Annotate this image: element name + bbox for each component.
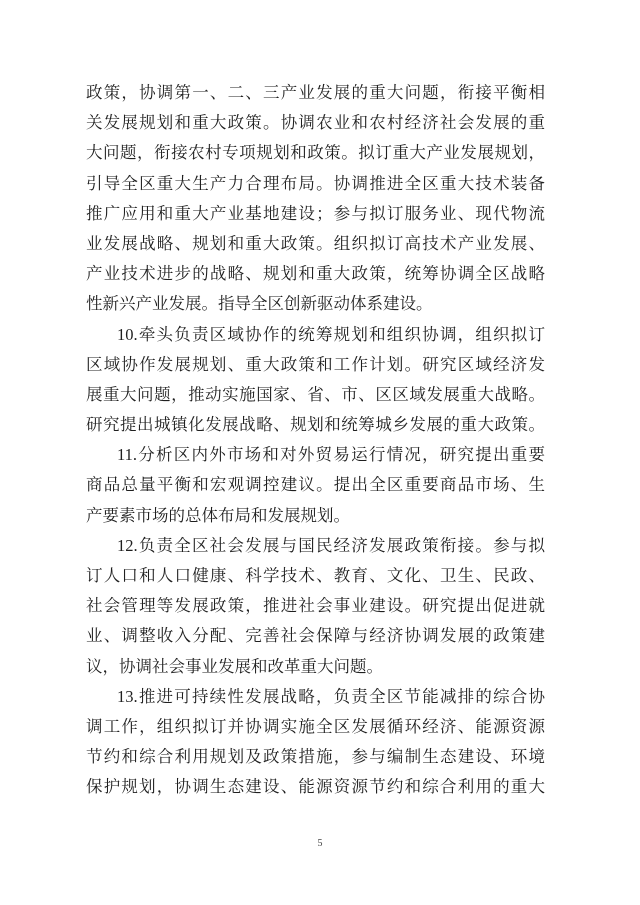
text-line: 业发展战略、规划和重大政策。组织拟订高技术产业发展、: [86, 233, 545, 253]
text-line-clause-12: 12.负责全区社会发展与国民经济发展政策衔接。参与拟: [117, 535, 545, 555]
document-text-block: [86, 78, 545, 803]
text-line: 议，协调社会事业发展和改革重大问题。: [86, 656, 383, 676]
text-line: 产业技术进步的战略、规划和重大政策，统筹协调全区战略: [86, 264, 545, 284]
text-line: 研究提出城镇化发展战略、规划和统筹城乡发展的重大政策。: [86, 415, 545, 435]
text-line-clause-13: 13.推进可持续性发展战略，负责全区节能减排的综合协: [117, 686, 545, 706]
text-line-clause-11: 11.分析区内外市场和对外贸易运行情况，研究提出重要: [117, 445, 545, 465]
text-line: 商品总量平衡和宏观调控建议。提出全区重要商品市场、生: [86, 475, 545, 495]
text-line: 政策，协调第一、二、三产业发展的重大问题，衔接平衡相: [86, 83, 545, 102]
page-number: 5: [317, 838, 323, 849]
text-line: 业、调整收入分配、完善社会保障与经济协调发展的政策建: [86, 626, 545, 646]
text-line: 推广应用和重大产业基地建设；参与拟订服务业、现代物流: [86, 203, 545, 223]
text-line: 性新兴产业发展。指导全区创新驱动体系建设。: [86, 294, 433, 314]
text-line: 关发展规划和重大政策。协调农业和农村经济社会发展的重: [86, 113, 545, 133]
text-line-clause-10: 10.牵头负责区域协作的统筹规划和组织协调，组织拟订: [117, 324, 545, 344]
text-line: 大问题，衔接农村专项规划和政策。拟订重大产业发展规划，: [86, 143, 545, 163]
text-line: 展重大问题，推动实施国家、省、市、区区域发展重大战略。: [86, 384, 545, 404]
text-line: 引导全区重大生产力合理布局。协调推进全区重大技术装备: [86, 173, 545, 193]
text-line: 保护规划，协调生态建设、能源资源节约和综合利用的重大: [86, 777, 545, 797]
text-line: 产要素市场的总体布局和发展规划。: [86, 505, 350, 525]
text-line: 节约和综合利用规划及政策措施，参与编制生态建设、环境: [86, 747, 545, 767]
text-line: 社会管理等发展政策，推进社会事业建设。研究提出促进就: [86, 596, 545, 616]
text-line: 调工作，组织拟订并协调实施全区发展循环经济、能源资源: [86, 716, 545, 736]
text-line: 区域协作发展规划、重大政策和工作计划。研究区域经济发: [86, 354, 545, 374]
text-line: 订人口和人口健康、科学技术、教育、文化、卫生、民政、: [86, 566, 545, 585]
